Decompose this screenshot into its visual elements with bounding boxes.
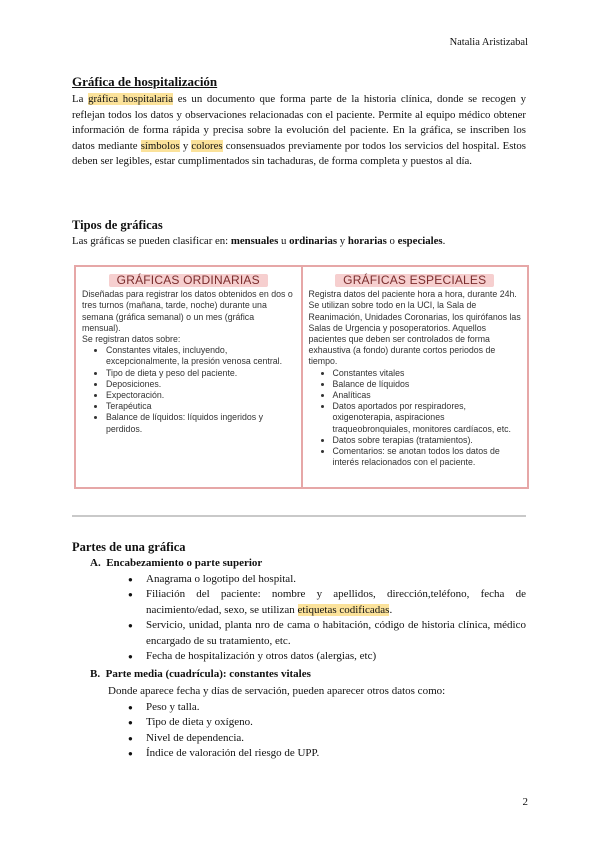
- col-especiales: [301, 267, 528, 487]
- part-b-intro: Donde aparece fecha y días de servación, pueden aparecer otros datos como:: [108, 685, 446, 697]
- desc-ordinarias: Diseñadas para registrar los datos obtenidos en dos o tres turnos (mañana, tarde, noche) durante una semana (gráfica semanal) o un mes (gráfica mensual).: [82, 289, 293, 333]
- highlight-etiquetas: etiquetas codificadas: [297, 603, 390, 616]
- list-item: ● Fecha de hospitalización y otros datos (alergias, etc): [128, 649, 526, 664]
- col-ordinarias: [76, 267, 301, 487]
- list-item: • Constantes vitales, incluyendo, excepcionalmente, la presión venosa central.: [106, 345, 295, 367]
- list-item: • Analíticas: [333, 390, 522, 401]
- horizontal-divider: [72, 515, 526, 517]
- author-name: Natalia Aristizabal: [449, 37, 528, 48]
- lead-ordinarias: Se registran datos sobre:: [82, 334, 181, 345]
- heading-especiales: GRÁFICAS ESPECIALES: [335, 274, 494, 287]
- list-item: ● Filiación del paciente: nombre y apellidos, dirección,teléfono, fecha de nacimiento/edad, sexo, se utilizan etiquetas codificadas.: [128, 587, 526, 618]
- types-table: [74, 265, 529, 489]
- desc-especiales: Registra datos del paciente hora a hora, durante 24h. Se utilizan sobre todo en la UCI, la Sala de Reanimación, Unidades Coronarias, los quirófanos las Salas de Urgencia y posoperatorios. Aquellos pacientes que deben ser controlados de forma exhaustiva (a fondo) durante cortos periodos de tiempo.: [308, 289, 521, 367]
- list-item: ● Anagrama o logotipo del hospital.: [128, 572, 526, 587]
- list-item: • Datos sobre terapias (tratamientos).: [333, 435, 522, 446]
- list-item: ● Peso y talla.: [128, 700, 526, 715]
- list-item: ● Tipo de dieta y oxígeno.: [128, 715, 526, 730]
- list-item: • Constantes vitales: [333, 368, 522, 379]
- intro-paragraph: La gráfica hospitalaria es un documento que forma parte de la historia clínica, donde se recogen y reflejan todos los datos y observaciones relacionadas con el paciente. Permite al equipo médico obtener información de forma rápida y precisa sobre la evolución del paciente. En la gráfica, se inscriben los datos mediante símbolos y colores consensuados previamente por todos los servicios del hospital. Estos deben ser legibles, estar cumplimentados sin tachaduras, de forma completa y puestos al día.: [72, 93, 527, 168]
- list-item: • Deposiciones.: [106, 379, 295, 390]
- list-item: • Balance de líquidos: [333, 379, 522, 390]
- part-b-list: [128, 700, 526, 762]
- partes-title: Partes de una gráfica: [72, 540, 186, 554]
- list-item: • Balance de líquidos: líquidos ingeridos y perdidos.: [106, 412, 295, 434]
- list-item: ● Nivel de dependencia.: [128, 731, 526, 746]
- page-number: 2: [522, 796, 528, 808]
- part-a-list: [128, 572, 526, 664]
- types-line: Las gráficas se pueden clasificar en: mensuales u ordinarias y horarias o especiales.: [72, 235, 446, 247]
- list-item: ● Índice de valoración del riesgo de UPP.: [128, 746, 526, 761]
- list-item: • Tipo de dieta y peso del paciente.: [106, 368, 295, 379]
- part-b-heading: B. Parte media (cuadrícula): constantes vitales: [90, 668, 311, 680]
- list-item: • Datos aportados por respiradores, oxigenoterapia, aspiraciones traqueobronquiales, monitores cardíacos, etc.: [333, 401, 522, 435]
- list-item: ● Servicio, unidad, planta nro de cama o habitación, código de historia clínica, médico encargado de su tratamiento, etc.: [128, 618, 526, 649]
- highlight-simbolos: símbolos: [140, 139, 180, 152]
- list-item: • Terapéutica: [106, 401, 295, 412]
- types-title: Tipos de gráficas: [72, 218, 163, 232]
- list-item: • Comentarios: se anotan todos los datos de interés relacionados con el paciente.: [333, 446, 522, 468]
- highlight-grafica-hospitalaria: gráfica hospitalaria: [88, 93, 174, 105]
- list-item: • Expectoración.: [106, 390, 295, 401]
- highlight-colores: colores: [191, 139, 223, 152]
- heading-ordinarias: GRÁFICAS ORDINARIAS: [109, 274, 268, 287]
- section-title: Gráfica de hospitalización: [72, 74, 218, 89]
- part-a-heading: A. Encabezamiento o parte superior: [90, 557, 263, 569]
